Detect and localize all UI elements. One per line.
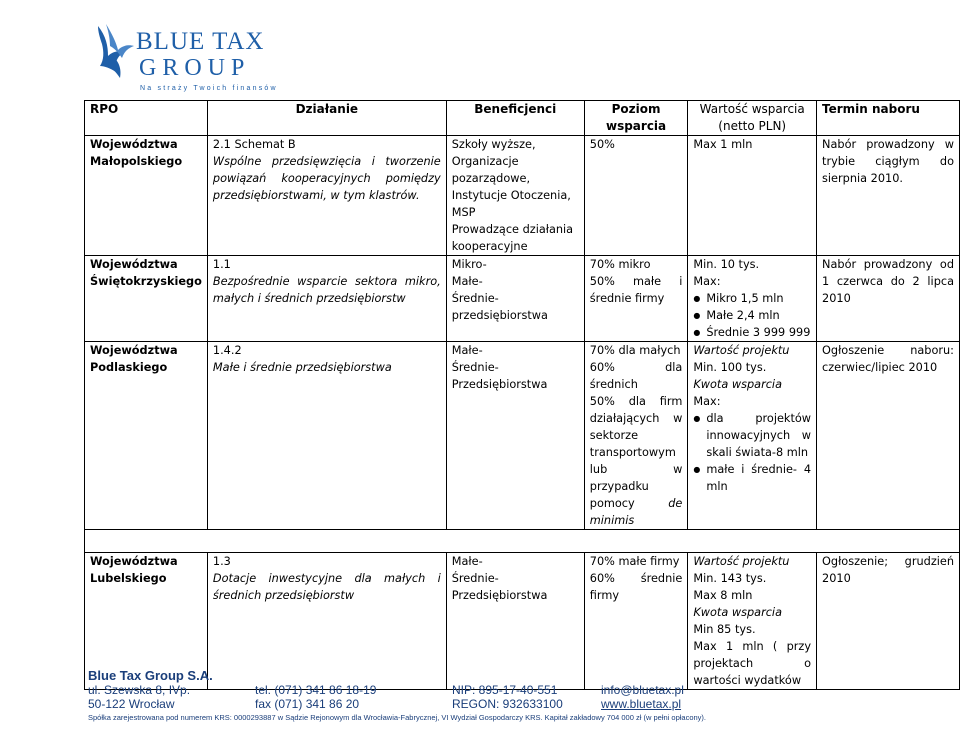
footer-website-link[interactable]: www.bluetax.pl (601, 697, 682, 711)
logo-slogan: Na straży Twoich finansów (140, 85, 278, 92)
value-heading: Kwota wsparcia (693, 378, 782, 391)
footer-fax: fax (071) 341 86 20 (255, 697, 360, 711)
beneficiary-line: Przedsiębiorstwa (451, 378, 548, 391)
beneficiary-line: Małe- (451, 555, 483, 568)
cell-wartosc (688, 256, 817, 342)
table-header-row (85, 101, 960, 136)
footer-legal-note: Spółka zarejestrowana pod numerem KRS: 0000293887 w Sądzie Rejonowym dla Wrocławia-Fabrycznej, VI Wydział Gospodarczy KRS. Kapitał zakładowy 704 000 zł (w pełni opłacony). (88, 713, 707, 722)
action-description: Małe i średnie przedsiębiorstwa (212, 361, 392, 374)
list-item: ● Średnie 3 999 999 (693, 324, 811, 341)
action-number: 1.4.2 (212, 344, 242, 357)
value-line: Min. 100 tys. (693, 361, 767, 374)
cell-termin: Nabór prowadzony w trybie ciągłym do sierpnia 2010. (817, 136, 960, 256)
logo-text-bottom: GROUP (139, 55, 251, 81)
value-list (693, 290, 811, 341)
value-heading: Wartość projektu (693, 555, 790, 568)
cell-dzialanie (207, 136, 446, 256)
footer-city: 50-122 Wrocław (88, 697, 175, 711)
support-level-line: 70% dla małych (589, 344, 681, 357)
footer-phone: tel. (071) 341 86 18-19 (255, 683, 377, 697)
de-minimis-text: de minimis (589, 497, 683, 527)
action-description: Wspólne przedsięwzięcia i tworzenie powiązań kooperacyjnych pomiędzy przedsiębiorstwami, w tym klastrów. (212, 155, 441, 202)
support-level-line: 60% średnie firmy (589, 572, 683, 602)
footer-nip: NIP: 895-17-40-551 (452, 683, 558, 697)
cell-dzialanie (207, 256, 446, 342)
beneficiary-line: Szkoły wyższe, (451, 138, 536, 151)
beneficiary-line: Średnie- (451, 572, 499, 585)
list-item: ● Małe 2,4 mln (693, 307, 811, 324)
cell-beneficjenci (446, 256, 584, 342)
cell-wartosc: Max 1 mln (688, 136, 817, 256)
header-poziom: Poziom wsparcia (584, 101, 688, 136)
support-level-text: 50% dla firm działających w sektorze transportowym lub w przypadku pomocy (589, 395, 683, 510)
support-level-line (590, 393, 683, 529)
value-line: Min 85 tys. (693, 623, 756, 636)
list-item: ● Mikro 1,5 mln (693, 290, 811, 307)
value-line: Max 8 mln (693, 589, 753, 602)
cell-termin: Nabór prowadzony od 1 czerwca do 2 lipca 2010 (817, 256, 960, 342)
beneficiary-line: Małe- (451, 344, 483, 357)
company-logo (92, 22, 278, 92)
action-number: 1.1 (212, 258, 231, 271)
beneficiary-line: Małe- (451, 275, 483, 288)
cell-wartosc (688, 342, 817, 530)
cell-rpo: Województwa Świętokrzyskiego (85, 256, 208, 342)
beneficiary-line: przedsiębiorstwa (451, 309, 548, 322)
beneficiary-line: MSP (451, 206, 476, 219)
support-level-line: 70% małe firmy (589, 555, 680, 568)
header-wartosc: Wartość wsparcia (netto PLN) (688, 101, 817, 136)
beneficiary-line: Prowadzące działania kooperacyjne (451, 223, 574, 253)
cell-termin: Ogłoszenie; grudzień 2010 (817, 553, 960, 690)
header-dzialanie: Działanie (207, 101, 446, 136)
table-row (85, 256, 960, 342)
value-list (693, 410, 811, 495)
beneficiary-line: Średnie- (451, 361, 499, 374)
list-item: ● dla projektów innowacyjnych w skali świata-8 mln (693, 410, 811, 461)
table-row (85, 136, 960, 256)
value-line: Min. 143 tys. (693, 572, 767, 585)
eagle-icon (92, 22, 140, 80)
footer-company-name: Blue Tax Group S.A. (88, 668, 213, 683)
support-level-line: 70% mikro (589, 258, 651, 271)
action-description: Dotacje inwestycyjne dla małych i średnich przedsiębiorstw (212, 572, 441, 602)
cell-dzialanie (207, 342, 446, 530)
header-beneficjenci: Beneficjenci (446, 101, 584, 136)
value-line: Max: (693, 395, 721, 408)
header-rpo: RPO (85, 101, 208, 136)
value-heading: Kwota wsparcia (693, 606, 782, 619)
page-footer (88, 668, 948, 722)
beneficiary-line: Organizacje pozarządowe, (451, 155, 531, 185)
value-line: Max: (693, 275, 721, 288)
cell-poziom: 50% (584, 136, 688, 256)
cell-rpo: Województwa Małopolskiego (85, 136, 208, 256)
footer-regon: REGON: 932633100 (452, 697, 563, 711)
beneficiary-line: Średnie- (451, 292, 499, 305)
cell-poziom (584, 256, 688, 342)
support-level-line: 60% dla średnich (589, 361, 683, 391)
footer-row-1 (88, 683, 948, 697)
logo-text-top: BLUE TAX (136, 28, 265, 55)
action-number: 1.3 (212, 555, 231, 568)
cell-poziom (584, 342, 688, 530)
beneficiary-line: Mikro- (451, 258, 487, 271)
beneficiary-line: Instytucje Otoczenia, (451, 189, 571, 202)
value-line: Min. 10 tys. (693, 258, 760, 271)
cell-termin: Ogłoszenie naboru: czerwiec/lipiec 2010 (817, 342, 960, 530)
action-description: Bezpośrednie wsparcie sektora mikro, małych i średnich przedsiębiorstw (212, 275, 441, 305)
table-spacer-row (85, 530, 960, 553)
spacer-cell (85, 530, 960, 553)
cell-beneficjenci (446, 136, 584, 256)
support-level-line: 50% małe i średnie firmy (589, 275, 683, 305)
cell-rpo: Województwa Lubelskiego (85, 553, 208, 690)
funding-table (84, 100, 960, 690)
action-number: 2.1 Schemat B (212, 138, 296, 151)
value-heading: Wartość projektu (693, 344, 790, 357)
header-termin: Termin naboru (817, 101, 960, 136)
value-line: Max 1 mln ( przy projektach o wartości wydatków (693, 640, 812, 687)
beneficiary-line: Przedsiębiorstwa (451, 589, 548, 602)
list-item: ● małe i średnie- 4 mln (693, 461, 811, 495)
cell-beneficjenci (446, 342, 584, 530)
table-row (85, 342, 960, 530)
footer-street: ul. Szewska 8, IVp. (88, 683, 191, 697)
footer-row-2 (88, 697, 948, 711)
footer-email-link[interactable]: info@bluetax.pl (601, 683, 684, 697)
cell-rpo: Województwa Podlaskiego (85, 342, 208, 530)
